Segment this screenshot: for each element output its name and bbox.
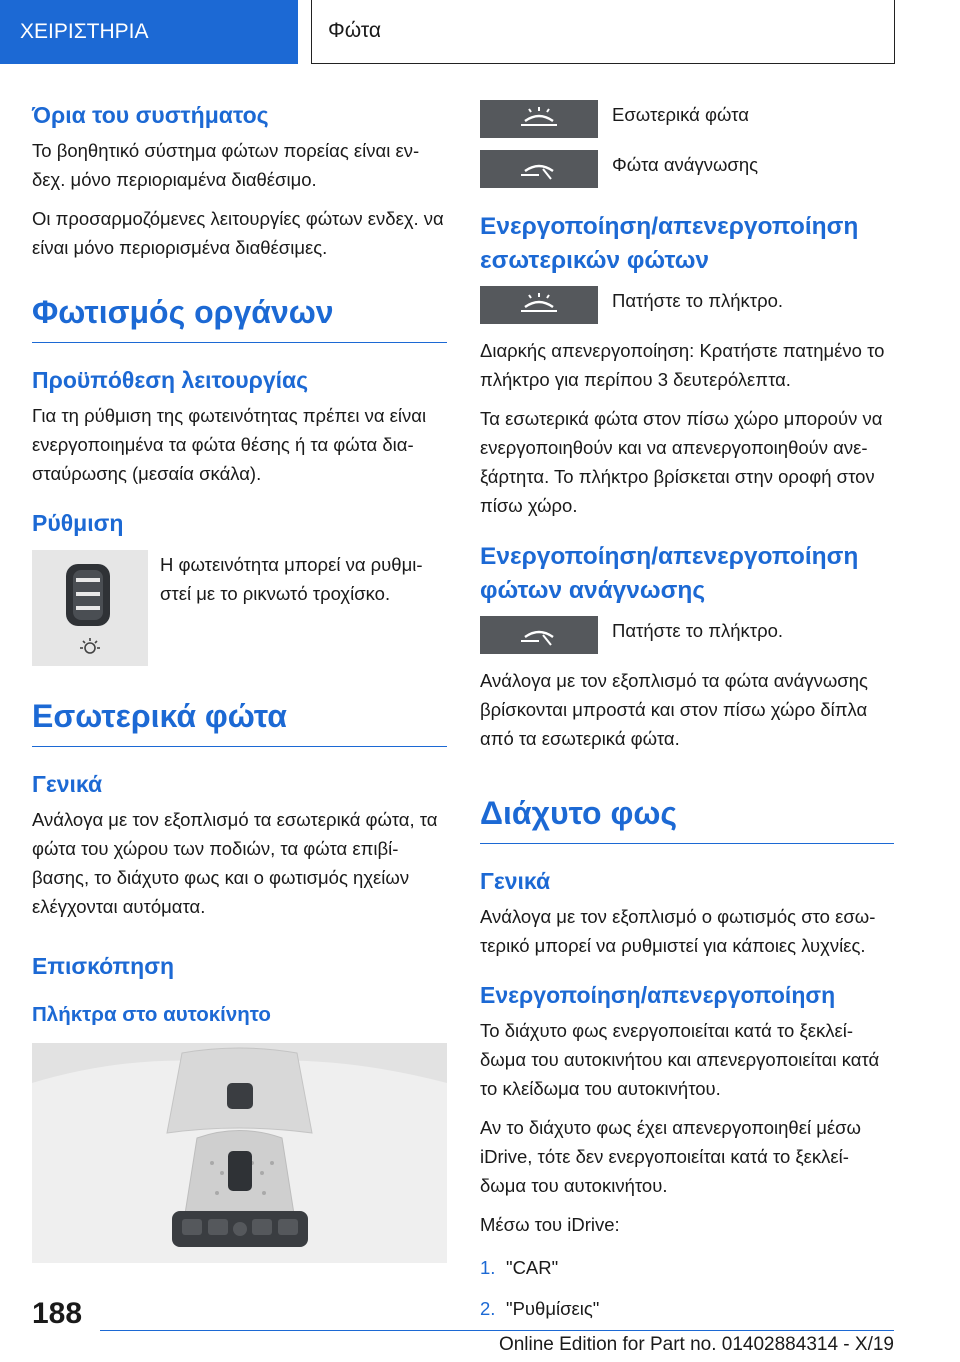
buttons-heading: Πλήκτρα στο αυτοκίνητο xyxy=(32,1003,271,1026)
step-number: 2. xyxy=(480,1298,496,1319)
rear-interior-text: Τα εσωτερικά φώτα στον πίσω χώρο μπορούν να ενεργοποιηθούν και να απενεργοποιηθούν ανε-ξάρτητα. Το πλήκτρο βρίσκεται στην οροφή στον πίσω χώρο. xyxy=(480,408,883,516)
idrive-steps-list xyxy=(480,1253,894,1323)
ambient-general-text: Ανάλογα με τον εξοπλισμό ο φωτισμός στο εσω-τερικό μπορεί να ρυθμιστεί για κάποιες λυχνίες. xyxy=(480,906,876,956)
right-column xyxy=(480,100,894,1335)
key-reading-label: Φώτα ανάγνωσης xyxy=(612,154,759,175)
list-item xyxy=(480,1253,894,1282)
ambient-paragraph-1: Το διάχυτο φως ενεργοποιείται κατά το ξεκλεί-δωμα του αυτοκινήτου και απενεργοποιείται κατά το κλείδωμα του αυτοκινήτου. xyxy=(480,1020,880,1099)
prerequisite-heading: Προϋπόθεση λειτουργίας xyxy=(32,367,309,393)
press-button-text: Πατήστε το πλήκτρο. xyxy=(612,290,784,311)
onoff-interior-heading: Ενεργοποίηση/απενεργοποίηση εσωτερικών φώτων xyxy=(480,213,859,274)
instrument-lighting-heading: Φωτισμός οργάνων xyxy=(32,292,447,343)
footer-divider xyxy=(100,1330,894,1331)
key-reading-row xyxy=(480,150,894,188)
step-text: "CAR" xyxy=(506,1257,559,1278)
prerequisite-text: Για τη ρύθμιση της φωτεινότητας πρέπει να είναι ενεργοποιημένα τα φώτα θέσης ή τα φώτα δια-σταύρωσης (μεσαία σκάλα). xyxy=(32,405,427,484)
via-idrive-text: Μέσω του iDrive: xyxy=(480,1214,620,1235)
onoff-reading-row xyxy=(480,616,894,654)
adjust-text: Η φωτεινότητα μπορεί να ρυθμι-στεί με το ρικνωτό τροχίσκο. xyxy=(160,554,423,604)
ambient-onoff-heading: Ενεργοποίηση/απενεργοποίηση xyxy=(480,982,836,1008)
left-column xyxy=(32,100,447,1263)
list-item xyxy=(480,1294,894,1323)
reading-light-button-icon-2 xyxy=(480,616,598,654)
header-section-tab: ΧΕΙΡΙΣΤΗΡΙΑ xyxy=(0,0,298,64)
overview-heading: Επισκόπηση xyxy=(32,953,174,979)
limits-paragraph-2: Οι προσαρμοζόμενες λειτουργίες φώτων ενδεχ. να είναι μόνο περιορισμένα διαθέσιμες. xyxy=(32,208,444,258)
onoff-interior-row xyxy=(480,286,894,324)
press-button-text-2: Πατήστε το πλήκτρο. xyxy=(612,620,784,641)
ambient-general-heading: Γενικά xyxy=(480,868,551,894)
roof-console-image xyxy=(32,1043,447,1263)
permanent-off-text: Διαρκής απενεργοποίηση: Κρατήστε πατημένο το πλήκτρο για περίπου 3 δευτερόλεπτα. xyxy=(480,340,885,390)
onoff-reading-heading: Ενεργοποίηση/απενεργοποίηση φώτων ανάγνωσης xyxy=(480,543,859,604)
brightness-knob-image xyxy=(32,550,148,666)
ambient-light-heading: Διάχυτο φως xyxy=(480,793,894,844)
reading-lights-text: Ανάλογα με τον εξοπλισμό τα φώτα ανάγνωσης βρίσκονται μπροστά και στον πίσω χώρο δίπλα από τα εσωτερικά φώτα. xyxy=(480,670,868,749)
step-number: 1. xyxy=(480,1257,496,1278)
limits-heading: Όρια του συστήματος xyxy=(32,102,269,128)
adjust-row xyxy=(32,550,447,666)
limits-paragraph-1: Το βοηθητικό σύστημα φώτων πορείας είναι εν-δεχ. μόνο περιοριαμένα διαθέσιμο. xyxy=(32,140,420,190)
general-text: Ανάλογα με τον εξοπλισμό τα εσωτερικά φώτα, τα φώτα του χώρου των ποδιών, τα φώτα επιβί-βασης, το διάχυτο φως και ο φωτισμός ηχείων ελέγχονται αυτόματα. xyxy=(32,809,438,917)
adjust-heading: Ρύθμιση xyxy=(32,510,124,536)
key-interior-label: Εσωτερικά φώτα xyxy=(612,104,749,125)
header-chapter-title: Φώτα xyxy=(311,0,895,64)
footer-edition: Online Edition for Part no. 01402884314 - X/19 xyxy=(498,1334,894,1355)
key-interior-row xyxy=(480,100,894,138)
general-heading: Γενικά xyxy=(32,771,103,797)
step-text: "Ρυθμίσεις" xyxy=(506,1298,600,1319)
ambient-paragraph-2: Αν το διάχυτο φως έχει απενεργοποιηθεί μέσω iDrive, τότε δεν ενεργοποιείται κατά το ξεκλεί-δωμα του αυτοκινήτου. xyxy=(480,1117,861,1196)
interior-light-button-icon xyxy=(480,100,598,138)
interior-light-button-icon-2 xyxy=(480,286,598,324)
reading-light-button-icon xyxy=(480,150,598,188)
page-number: 188 xyxy=(32,1297,83,1330)
interior-lights-heading: Εσωτερικά φώτα xyxy=(32,696,447,747)
